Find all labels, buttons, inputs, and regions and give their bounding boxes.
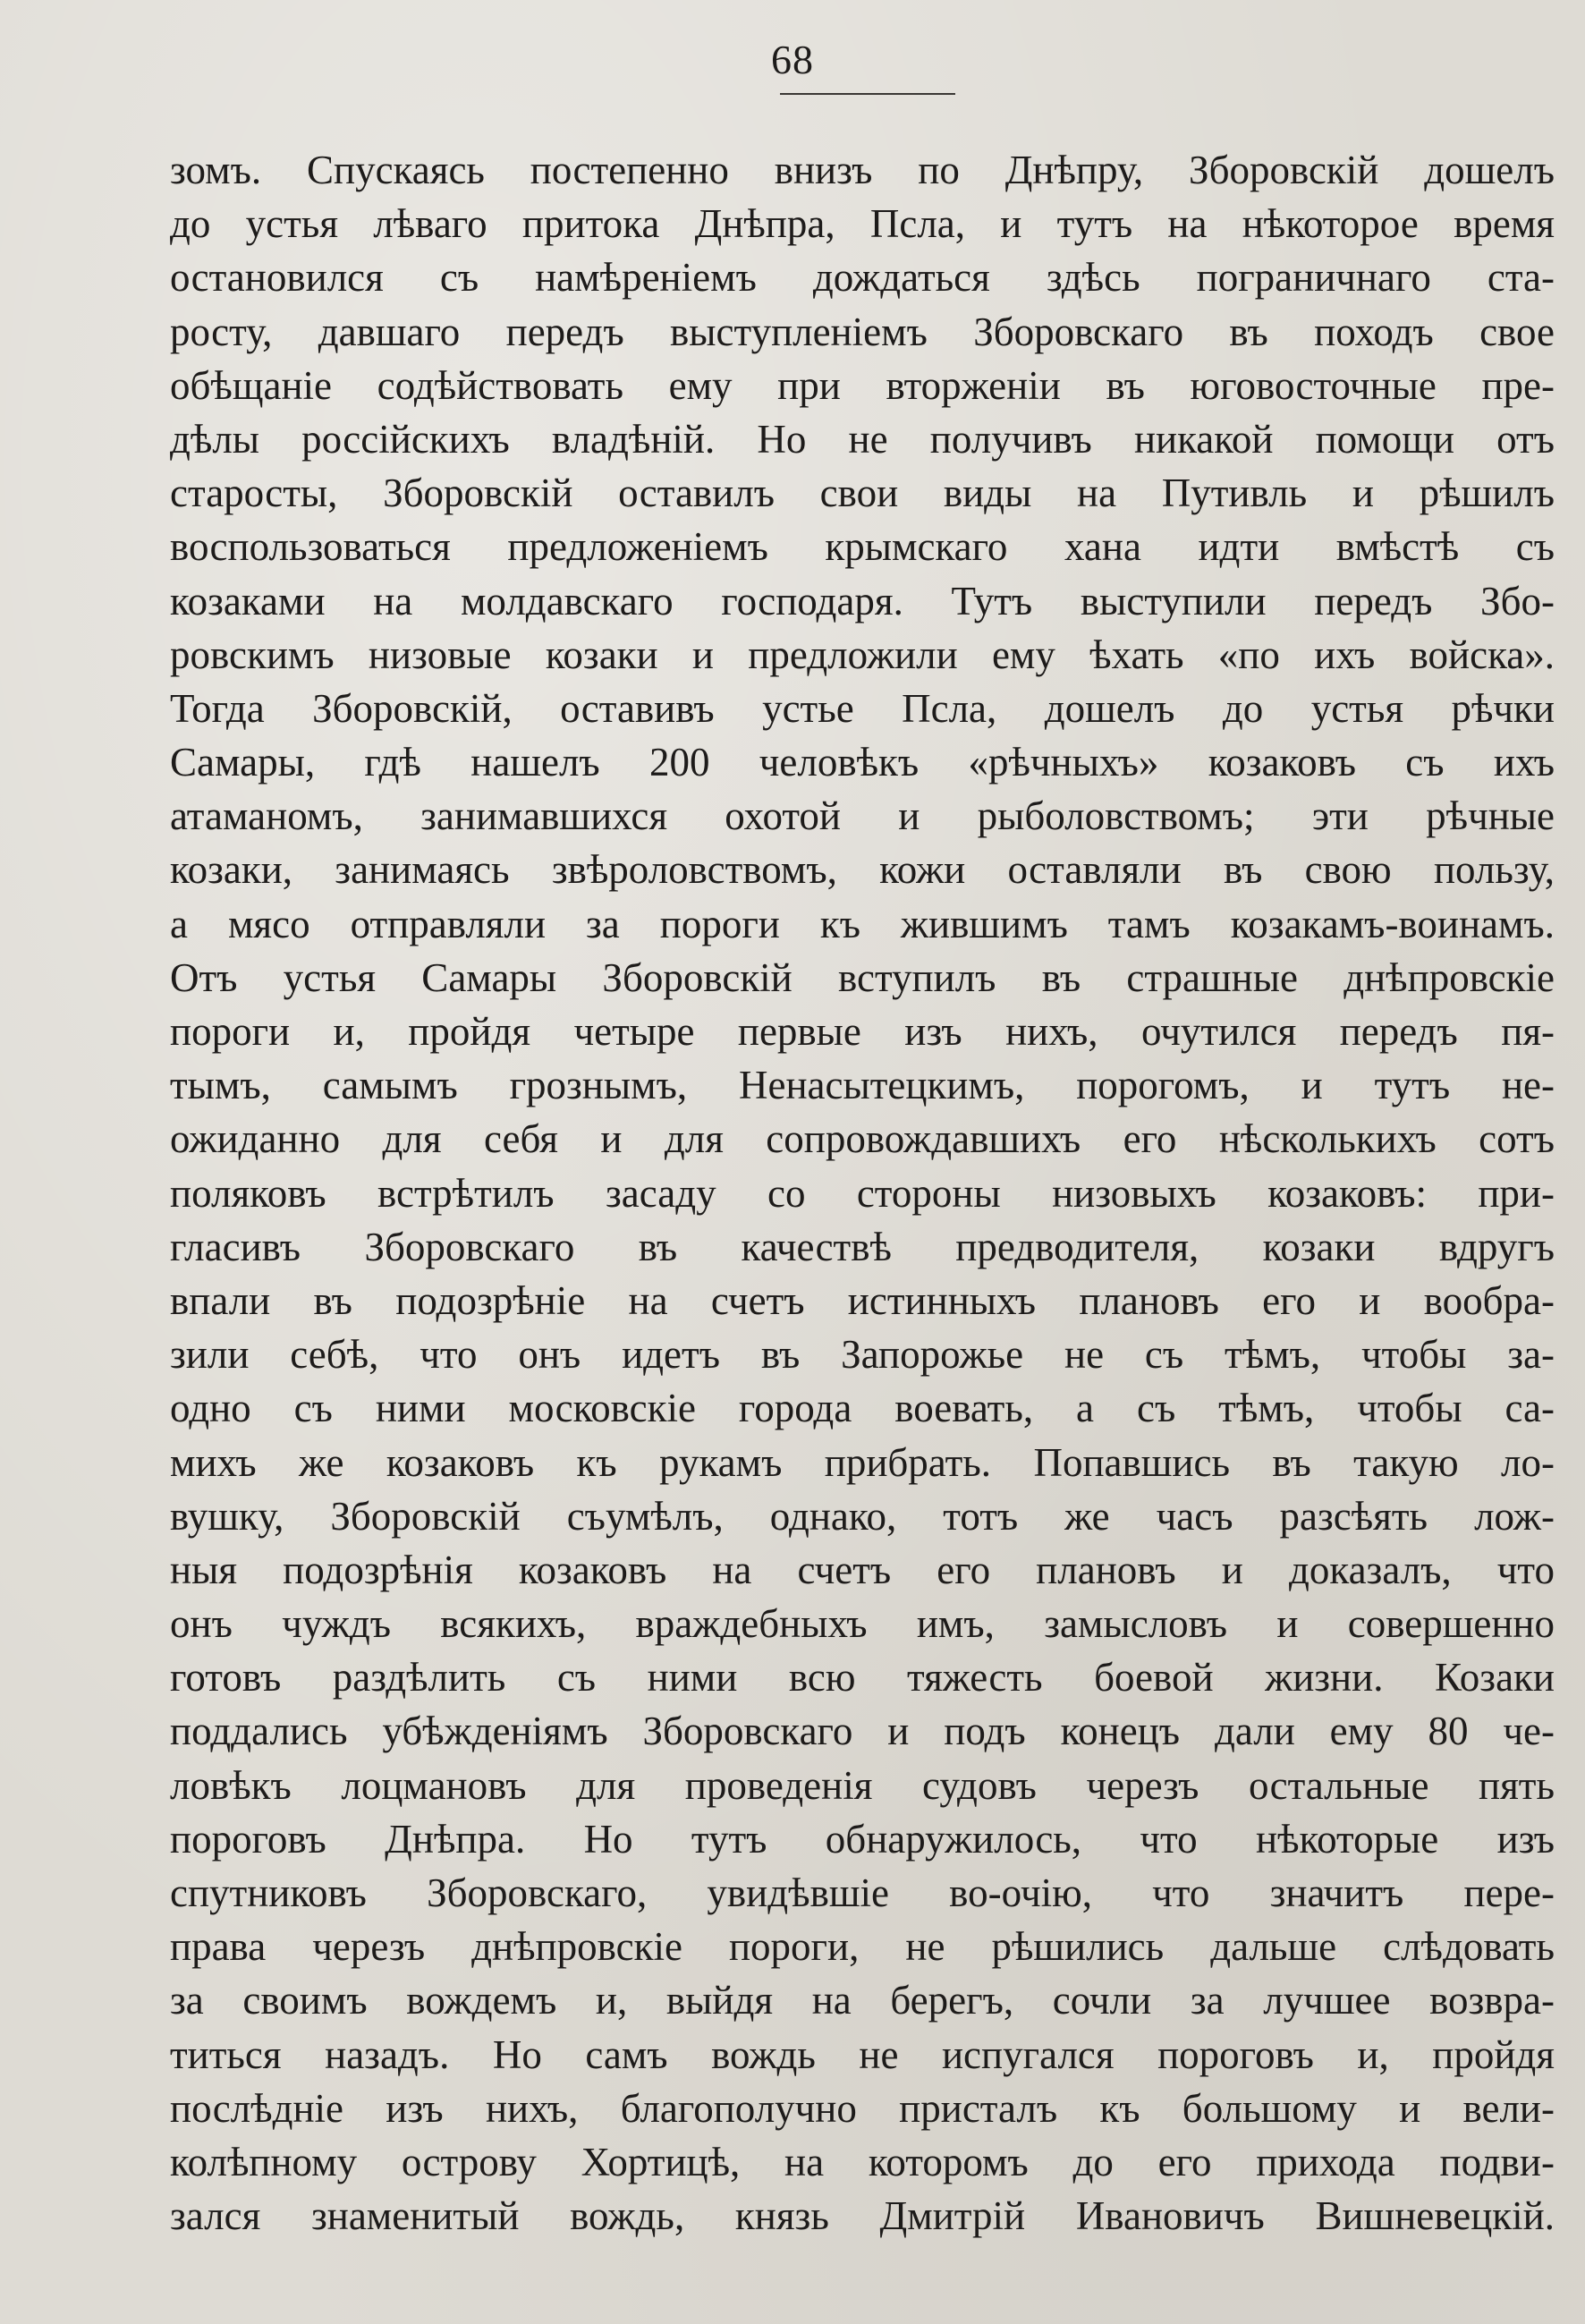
text-line: колѣпному острову Хортицѣ, на которомъ до его прихода подви- <box>170 2139 1555 2184</box>
text-line: гласивъ Зборовскаго въ качествѣ предводителя, козаки вдругъ <box>170 1224 1555 1269</box>
body-text <box>170 143 1555 2243</box>
text-line: послѣдніе изъ нихъ, благополучно присталъ къ большому и вели- <box>170 2085 1555 2131</box>
text-line: михъ же козаковъ къ рукамъ прибрать. Попавшись въ такую ло- <box>170 1439 1555 1485</box>
text-line: зили себѣ, что онъ идетъ въ Запорожье не съ тѣмъ, чтобы за- <box>170 1332 1555 1378</box>
page-number-rule <box>780 93 955 95</box>
text-line: онъ чуждъ всякихъ, враждебныхъ имъ, замысловъ и совершенно <box>170 1601 1555 1647</box>
text-line: за своимъ вождемъ и, выйдя на берегъ, сочли за лучшее возвра- <box>170 1978 1555 2023</box>
text-line: Отъ устья Самары Зборовскій вступилъ въ страшные днѣпровскіе <box>170 954 1555 1000</box>
text-line: обѣщаніе содѣйствовать ему при вторженіи въ юговосточные пре- <box>170 362 1555 408</box>
text-line: пороги и, пройдя четыре первые изъ нихъ, очутился передъ пя- <box>170 1009 1555 1054</box>
page-number: 68 <box>771 37 814 82</box>
text-line: пороговъ Днѣпра. Но тутъ обнаружилось, что нѣкоторые изъ <box>170 1816 1555 1862</box>
text-line: Самары, гдѣ нашелъ 200 человѣкъ «рѣчныхъ» козаковъ съ ихъ <box>170 740 1555 785</box>
text-line: ловѣкъ лоцмановъ для проведенія судовъ черезъ остальные пять <box>170 1762 1555 1808</box>
text-line: титься назадъ. Но самъ вождь не испугался пороговъ и, пройдя <box>170 2031 1555 2077</box>
text-line: спутниковъ Зборовскаго, увидѣвшіе во-очію, что значитъ пере- <box>170 1870 1555 1915</box>
text-line: остановился съ намѣреніемъ дождаться здѣсь пограничнаго ста- <box>170 255 1555 301</box>
text-line: одно съ ними московскіе города воевать, а съ тѣмъ, чтобы са- <box>170 1386 1555 1431</box>
text-line: воспользоваться предложеніемъ крымскаго хана идти вмѣстѣ съ <box>170 524 1555 570</box>
text-line: зомъ. Спускаясь постепенно внизъ по Днѣпру, Зборовскій дошелъ <box>170 148 1555 192</box>
text-line: впали въ подозрѣніе на счетъ истинныхъ плановъ его и вообра- <box>170 1277 1555 1323</box>
text-line: козаками на молдавскаго господаря. Тутъ выступили передъ Збо- <box>170 578 1555 623</box>
text-line: козаки, занимаясь звѣроловствомъ, кожи оставляли въ свою пользу, <box>170 847 1555 893</box>
text-line: ожиданно для себя и для сопровождавшихъ его нѣсколькихъ сотъ <box>170 1116 1555 1162</box>
text-line: росту, давшаго передъ выступленіемъ Зборовскаго въ походъ свое <box>170 309 1555 354</box>
text-line: права черезъ днѣпровскіе пороги, не рѣшились дальше слѣдовать <box>170 1924 1555 1970</box>
text-line: готовъ раздѣлить съ ними всю тяжесть боевой жизни. Козаки <box>170 1655 1555 1701</box>
text-line: ровскимъ низовые козаки и предложили ему ѣхать «по ихъ войска». <box>170 632 1555 677</box>
text-line: атаманомъ, занимавшихся охотой и рыболовствомъ; эти рѣчные <box>170 793 1555 839</box>
text-line: вушку, Зборовскій съумѣлъ, однако, тотъ же часъ разсѣять лож- <box>170 1493 1555 1539</box>
text-line: тымъ, самымъ грознымъ, Ненасытецкимъ, порогомъ, и тутъ не- <box>170 1063 1555 1108</box>
text-line: ныя подозрѣнія козаковъ на счетъ его плановъ и доказалъ, что <box>170 1547 1555 1592</box>
text-line: зался знаменитый вождь, князь Дмитрій Ивановичъ Вишневецкій. <box>170 2193 1555 2239</box>
text-line: а мясо отправляли за пороги къ жившимъ тамъ козакамъ-воинамъ. <box>170 901 1555 946</box>
text-line: дѣлы россійскихъ владѣній. Но не получивъ никакой помощи отъ <box>170 416 1555 462</box>
text-line: поддались убѣжденіямъ Зборовскаго и подъ конецъ дали ему 80 че- <box>170 1709 1555 1754</box>
text-line: Тогда Зборовскій, оставивъ устье Псла, дошелъ до устья рѣчки <box>170 685 1555 731</box>
text-line: старосты, Зборовскій оставилъ свои виды на Путивль и рѣшилъ <box>170 471 1555 516</box>
text-line: поляковъ встрѣтилъ засаду со стороны низовыхъ козаковъ: при- <box>170 1170 1555 1216</box>
text-line: до устья лѣваго притока Днѣпра, Псла, и тутъ на нѣкоторое время <box>170 201 1555 247</box>
